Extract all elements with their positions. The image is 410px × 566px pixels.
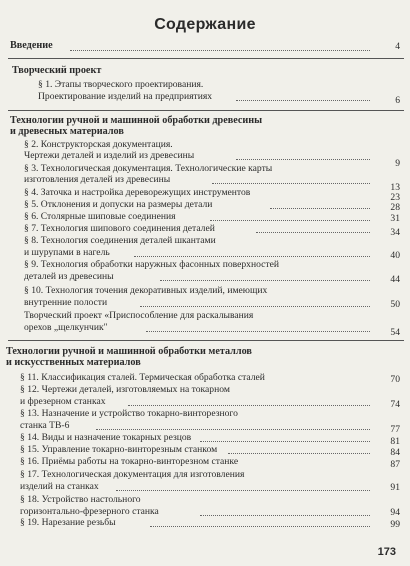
dot-leader (128, 405, 370, 406)
section-divider (8, 58, 404, 59)
toc-page-number: 44 (390, 274, 400, 285)
dot-leader (146, 331, 370, 332)
toc-entry: станка ТВ-6 (20, 420, 70, 431)
toc-entry: § 19. Нарезание резьбы (20, 517, 116, 528)
section-divider (8, 110, 404, 111)
toc-page-number: 13 (390, 182, 400, 193)
dot-leader (134, 256, 370, 257)
toc-entry: Чертежи деталей и изделий из древесины (24, 150, 195, 161)
dot-leader (150, 526, 370, 527)
toc-entry: § 9. Технология обработки наружных фасонных поверхностей (24, 259, 279, 270)
toc-heading-metals-cont: и искусственных материалов (6, 357, 141, 368)
page-title: Содержание (154, 16, 256, 33)
toc-page-number: 9 (395, 158, 400, 169)
dot-leader (200, 441, 370, 442)
toc-entry: § 11. Классификация сталей. Термическая обработка сталей (20, 372, 265, 383)
toc-page-number: 31 (390, 213, 400, 224)
toc-heading-metals: Технологии ручной и машинной обработки металлов (6, 346, 252, 357)
toc-page-number: 50 (390, 299, 400, 310)
toc-entry: § 16. Приёмы работы на токарно-винторезном станке (20, 456, 239, 467)
dot-leader (116, 490, 370, 491)
dot-leader (270, 208, 370, 209)
dot-leader (70, 50, 370, 51)
toc-entry: изготовления деталей из древесины (24, 174, 171, 185)
toc-entry: изделий на станках (20, 481, 99, 492)
toc-entry: § 15. Управление токарно-винторезным станком (20, 444, 218, 455)
dot-leader (236, 159, 370, 160)
toc-entry: § 14. Виды и назначение токарных резцов (20, 432, 192, 443)
toc-entry: § 3. Технологическая документация. Технологические карты (24, 163, 273, 174)
toc-page-number: 34 (390, 227, 400, 238)
toc-page-number: 81 (390, 436, 400, 447)
toc-entry: § 13. Назначение и устройство токарно-винторезного (20, 408, 238, 419)
toc-page-number: 54 (390, 327, 400, 338)
toc-heading-wood: Технологии ручной и машинной обработки древесины (10, 115, 263, 126)
toc-page-number: 70 (390, 374, 400, 385)
toc-entry: § 6. Столярные шиповые соединения (24, 211, 176, 222)
toc-page-number: 74 (390, 399, 400, 410)
dot-leader (140, 306, 370, 307)
toc-entry: § 1. Этапы творческого проектирования. (38, 79, 204, 90)
toc-heading-creative-project: Творческий проект (12, 65, 102, 76)
dot-leader (212, 183, 370, 184)
dot-leader (96, 429, 370, 430)
toc-entry: § 4. Заточка и настройка дереворежущих инструментов (24, 187, 251, 198)
toc-entry: и шурупами в нагель (24, 247, 110, 258)
toc-entry: Творческий проект «Приспособление для раскалывания (24, 310, 254, 321)
toc-page-number: 4 (395, 41, 400, 52)
toc-entry: § 8. Технология соединения деталей шкантами (24, 235, 216, 246)
toc-entry: § 5. Отклонения и допуски на размеры детали (24, 199, 213, 210)
toc-entry: § 17. Технологическая документация для изготовления (20, 469, 245, 480)
toc-entry: и фрезерном станках (20, 396, 106, 407)
toc-entry: § 2. Конструкторская документация. (24, 139, 173, 150)
dot-leader (228, 453, 370, 454)
toc-page-number: 94 (390, 507, 400, 518)
section-divider (8, 340, 404, 341)
toc-entry: Проектирование изделий на предприятиях (38, 91, 213, 102)
dot-leader (236, 100, 370, 101)
dot-leader (200, 515, 370, 516)
toc-page-number: 77 (390, 424, 400, 435)
toc-page-number: 99 (390, 519, 400, 530)
toc-entry: § 10. Технология точения декоративных изделий, имеющих (24, 285, 268, 296)
dot-leader (256, 232, 370, 233)
toc-page-number: 87 (390, 459, 400, 470)
toc-entry: деталей из древесины (24, 271, 114, 282)
toc-entry: горизонтально-фрезерного станка (20, 506, 159, 517)
dot-leader (160, 280, 370, 281)
toc-entry: § 18. Устройство настольного (20, 494, 141, 505)
toc-heading-wood-cont: и древесных материалов (10, 126, 124, 137)
toc-page-number: 28 (390, 202, 400, 213)
toc-page-number: 91 (390, 482, 400, 493)
toc-page-number: 40 (390, 250, 400, 261)
page-number-footer: 173 (377, 546, 396, 558)
toc-heading-introduction: Введение (10, 40, 53, 51)
toc-entry: § 12. Чертежи деталей, изготовляемых на токарном (20, 384, 230, 395)
toc-page-number: 23 (390, 192, 400, 203)
toc-page-number: 6 (395, 95, 400, 106)
toc-entry: § 7. Технология шипового соединения деталей (24, 223, 215, 234)
toc-entry: внутренние полости (24, 297, 108, 308)
toc-entry: орехов „щелкунчик" (24, 322, 108, 333)
dot-leader (210, 220, 370, 221)
toc-page-number: 84 (390, 447, 400, 458)
